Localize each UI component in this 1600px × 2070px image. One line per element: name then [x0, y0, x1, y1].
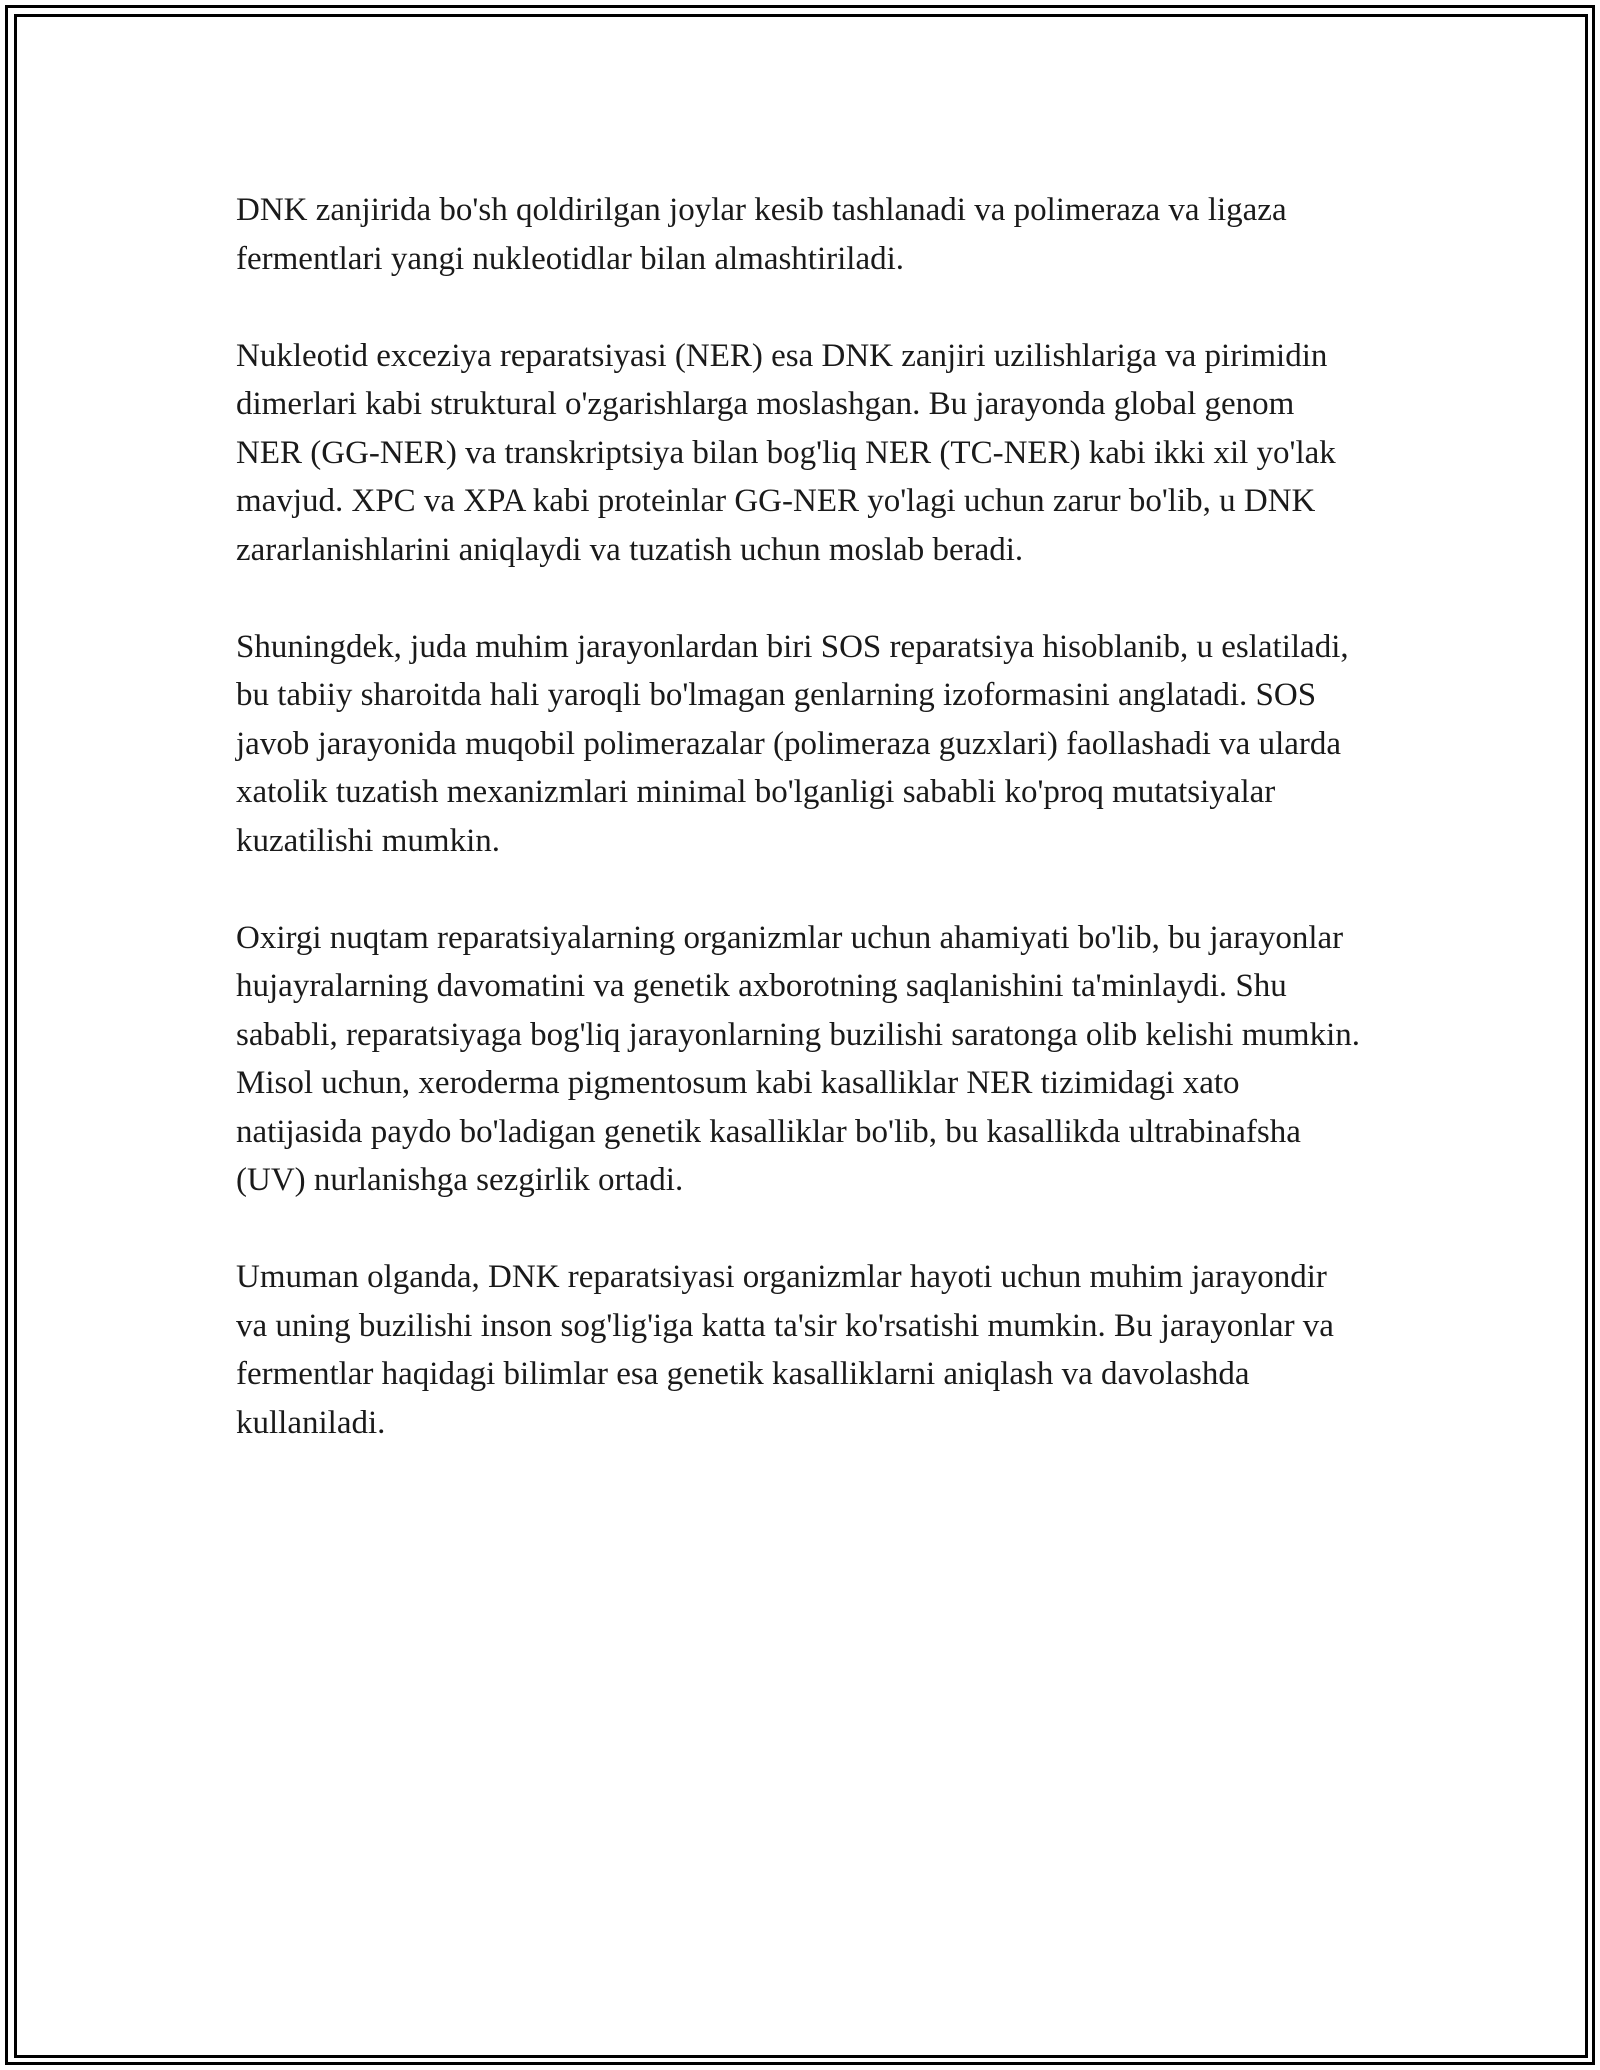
paragraph-base-excision: DNK zanjirida bo'sh qoldirilgan joylar kesib tashlanadi va polimeraza va ligaza fermentlari yangi nukleotidlar bilan almashtiriladi. [236, 192, 1287, 277]
paragraph-conclusion: Umuman olganda, DNK reparatsiyasi organizmlar hayoti uchun muhim jarayondir va uning buzilishi inson sog'lig'iga katta ta'sir ko'rsatishi mumkin. Bu jarayonlar va fermentlar haqidagi bilimlar esa genetik kasalliklarni aniqlash va davolashda kullaniladi. [236, 1259, 1334, 1441]
paragraph-significance: Oxirgi nuqtam reparatsiyalarning organizmlar uchun ahamiyati bo'lib, bu jarayonlar hujayralarning davomatini va genetik axborotning saqlanishini ta'minlaydi. Shu sababli, reparatsiyaga bog'liq jarayonlarning buzilishi saratonga olib kelishi mumkin. Misol uchun, xeroderma pigmentosum kabi kasalliklar NER tizimidagi xato natijasida paydo bo'ladigan genetik kasalliklar bo'lib, bu kasallikda ultrabinafsha (UV) nurlanishga sezgirlik ortadi. [236, 919, 1361, 1198]
paragraph-sos-repair: Shuningdek, juda muhim jarayonlardan biri SOS reparatsiya hisoblanib, u eslatiladi, bu tabiiy sharoitda hali yaroqli bo'lmagan genlarning izoformasini anglatadi. SOS javob jarayonida muqobil polimerazalar (polimeraza guzxlari) faollashadi va ularda xatolik tuzatish mexanizmlari minimal bo'lganligi sababli ko'proq mutatsiyalar kuzatilishi mumkin. [236, 628, 1349, 859]
paragraph-ner: Nukleotid exceziya reparatsiyasi (NER) esa DNK zanjiri uzilishlariga va pirimidin dimerlari kabi struktural o'zgarishlarga moslashgan. Bu jarayonda global genom NER (GG-NER) va transkriptsiya bilan bog'liq NER (TC-NER) kabi ikki xil yo'lak mavjud. XPC va XPA kabi proteinlar GG-NER yo'lagi uchun zarur bo'lib, u DNK zararlanishlarini aniqlaydi va tuzatish uchun moslab beradi. [236, 337, 1336, 568]
document-body [236, 186, 1366, 1496]
